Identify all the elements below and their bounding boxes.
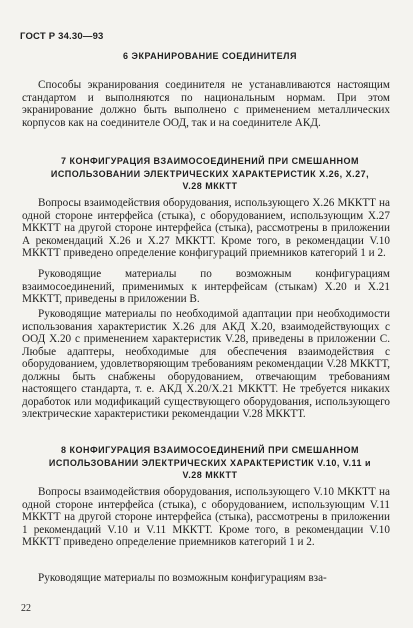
- section-8-paragraph-2: Руководящие материалы по возможным конфигурациям вза-: [38, 572, 327, 584]
- section-6-heading: 6 ЭКРАНИРОВАНИЕ СОЕДИНИТЕЛЯ: [123, 51, 297, 61]
- section-7-heading: 7 КОНФИГУРАЦИЯ ВЗАИМОСОЕДИНЕНИЙ ПРИ СМЕШАННОМ ИСПОЛЬЗОВАНИИ ЭЛЕКТРИЧЕСКИХ ХАРАКТЕРИСТИК Х.26, Х.27, V.28 МККТТ: [50, 156, 370, 191]
- section-7-paragraph-3: Руководящие материалы по необходимой адаптации при необходимости использования характеристик Х.26 для АКД Х.20, взаимодействующих с ООД Х.20 с применением характеристик V.28, приведены в приложении С. Любые адаптеры, необходимые для обеспечения взаимодействия с оборудованием, удовлетворяющим требованиям рекомендации V.28 МККТТ, должны быть снабжены оборудованием, отвечающим требованиям настоящего стандарта, т. е. АКД Х.20/Х.21 МККТТ. Не требуется никаких доработок или модификаций существующего оборудования, использующего электрические характеристики рекомендации V.28 МККТТ.: [22, 308, 390, 420]
- section-8-paragraph-1: Вопросы взаимодействия оборудования, использующего V.10 МККТТ на одной стороне интерфейса (стыка), с оборудованием, использующим V.11 МККТТ на другой стороне интерфейса (стыка), рассмотрены в приложении 1 рекомендаций V.10 и V.11 МККТТ. Кроме того, в рекомендации V.10 МККТТ приведено определение приемников категорий 1 и 2.: [22, 486, 390, 548]
- section-6-paragraph-1: Способы экранирования соединителя не устанавливаются настоящим стандартом и выполняются по национальным нормам. При этом экранирование должно быть выполнено с применением металлических корпусов как на соединителе ООД, так и на соединителе АКД.: [22, 79, 390, 129]
- section-8-heading: 8 КОНФИГУРАЦИЯ ВЗАИМОСОЕДИНЕНИЙ ПРИ СМЕШАННОМ ИСПОЛЬЗОВАНИИ ЭЛЕКТРИЧЕСКИХ ХАРАКТЕРИСТИК V.10, V.11 и V.28 МККТТ: [48, 445, 372, 480]
- section-7-paragraph-1: Вопросы взаимодействия оборудования, использующего Х.26 МККТТ на одной стороне интерфейса (стыка), с оборудованием, использующим Х.27 МККТТ на другой стороне интерфейса (стыка), рассмотрены в приложении А рекомендаций Х.26 и Х.27 МККТТ. Кроме того, в рекомендации V.10 МККТТ приведено определение конфигураций приемников категорий 1 и 2.: [22, 197, 390, 259]
- section-7-paragraph-2: Руководящие материалы по возможным конфигурациям взаимосоединений, применимых к интерфейсам (стыкам) Х.20 и Х.21 МККТТ, приведены в приложении В.: [22, 268, 390, 305]
- standard-header: ГОСТ Р 34.30—93: [20, 31, 104, 42]
- page-number: 22: [21, 603, 31, 614]
